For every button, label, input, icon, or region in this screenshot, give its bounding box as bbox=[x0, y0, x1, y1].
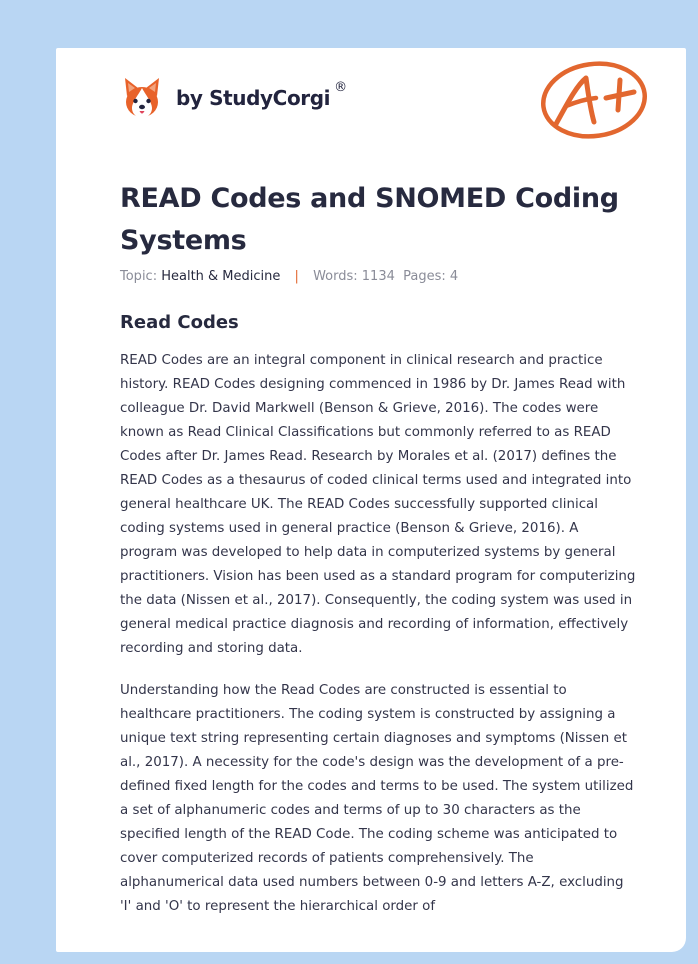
meta-separator: | bbox=[294, 269, 299, 284]
header bbox=[56, 48, 686, 168]
article-meta bbox=[120, 269, 458, 284]
words-value: 1134 bbox=[361, 269, 395, 284]
a-plus-grade-icon bbox=[538, 58, 650, 142]
topic-label: Topic: bbox=[120, 269, 158, 284]
logo-text bbox=[176, 80, 347, 110]
studycorgi-logo[interactable] bbox=[122, 76, 347, 120]
topic-link[interactable]: Health & Medicine bbox=[161, 269, 281, 284]
document-page bbox=[56, 48, 686, 952]
corgi-icon bbox=[122, 76, 162, 120]
registered-mark: ® bbox=[334, 80, 347, 95]
paragraph-2: Understanding how the Read Codes are constructed is essential to healthcare practitioners. The coding system is constructed by assigning a unique text string representing certain diagnoses and symptoms (Nissen et al., 2017). A necessity for the code's design was the development of a pre-defined fixed length for the codes and terms to be used. The system utilized a set of alphanumeric codes and terms of up to 30 characters as the specified length of the READ Code. The coding scheme was anticipated to cover computerized records of patients comprehensively. The alphanumerical data used numbers between 0-9 and letters A-Z, excluding 'I' and 'O' to represent the hierarchical order of bbox=[120, 683, 634, 914]
section-heading: Read Codes bbox=[120, 312, 239, 333]
article-title: READ Codes and SNOMED Coding Systems bbox=[120, 183, 619, 256]
paragraph-1: READ Codes are an integral component in clinical research and practice history. READ Codes designing commenced in 1986 by Dr. James Read with colleague Dr. David Markwell (Benson & Grieve, 2016). The codes were known as Read Clinical Classifications but commonly referred to as READ Codes after Dr. James Read. Research by Morales et al. (2017) defines the READ Codes as a thesaurus of coded clinical terms used and integrated into general healthcare UK. The READ Codes successfully supported clinical coding systems used in general practice (Benson & Grieve, 2016). A program was developed to help data in computerized systems by general practitioners. Vision has been used as a standard program for computerizing the data (Nissen et al., 2017). Consequently, the coding system was used in general medical practice diagnosis and recording of information, effectively recording and storing data. bbox=[120, 353, 636, 656]
words-label: Words: bbox=[313, 269, 358, 284]
pages-label: Pages: bbox=[403, 269, 446, 284]
pages-value: 4 bbox=[449, 269, 459, 284]
brand-name: by StudyCorgi bbox=[176, 86, 331, 110]
